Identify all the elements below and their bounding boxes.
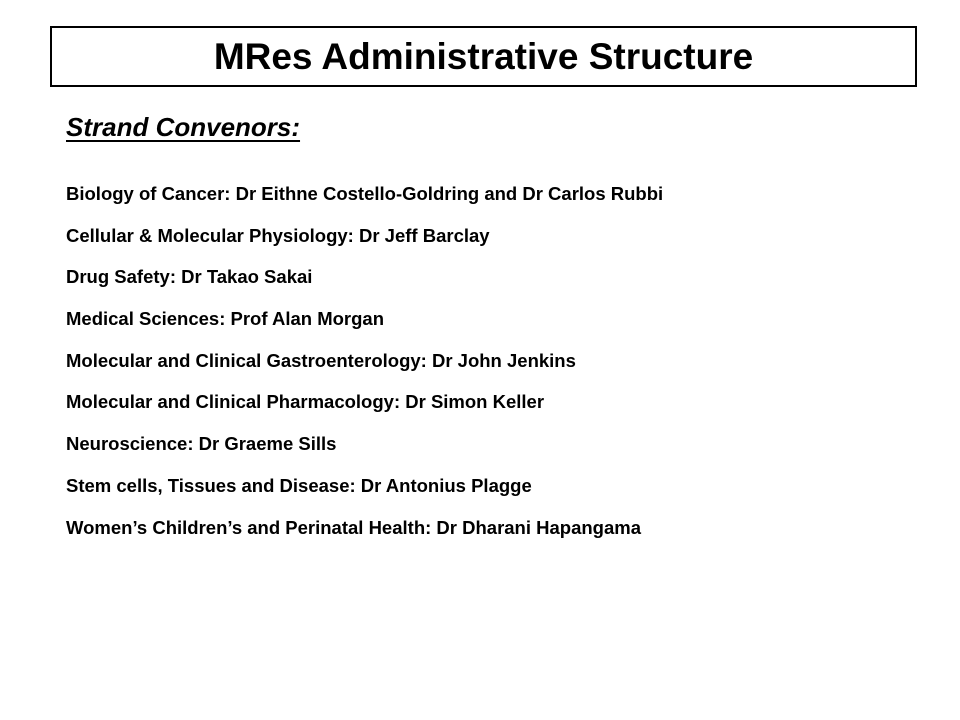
convenor-item: Neuroscience: Dr Graeme Sills: [66, 433, 337, 455]
convenor-item: Biology of Cancer: Dr Eithne Costello-Goldring and Dr Carlos Rubbi: [66, 183, 664, 204]
title-box: [50, 26, 917, 87]
convenor-item: Stem cells, Tissues and Disease: Dr Antonius Plagge: [66, 474, 532, 496]
convenor-item: Women’s Children’s and Perinatal Health: Dr Dharani Hapangama: [66, 516, 641, 538]
convenor-item: Drug Safety: Dr Takao Sakai: [66, 266, 313, 288]
slide-title: MRes Administrative Structure: [213, 36, 754, 77]
convenor-item: Molecular and Clinical Pharmacology: Dr Simon Keller: [66, 391, 545, 413]
convenor-list: [66, 182, 663, 557]
section-heading: Strand Convenors:: [66, 112, 301, 142]
convenor-item: Cellular & Molecular Physiology: Dr Jeff Barclay: [66, 224, 490, 246]
convenor-item: Medical Sciences: Prof Alan Morgan: [66, 308, 385, 330]
convenor-item: Molecular and Clinical Gastroenterology: Dr John Jenkins: [66, 349, 576, 371]
